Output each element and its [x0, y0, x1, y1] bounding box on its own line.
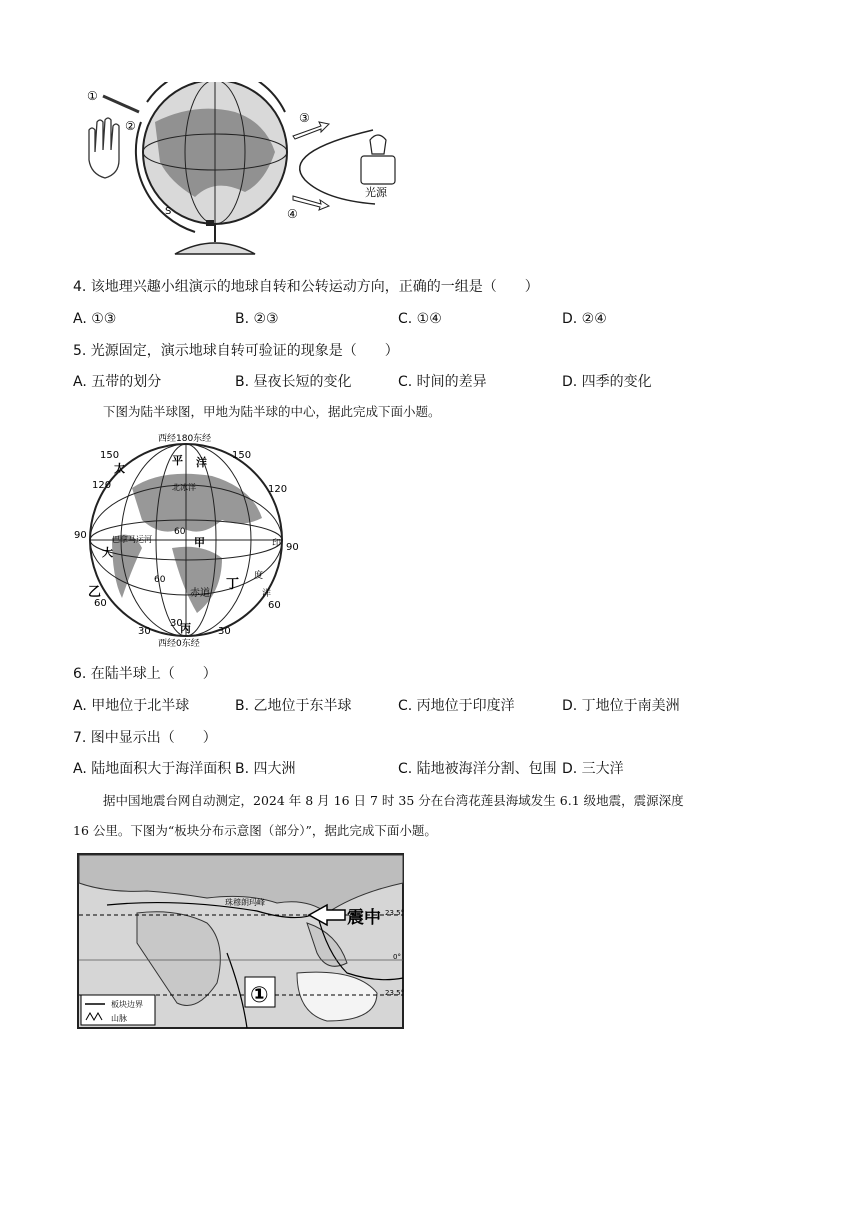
south-pole-label: S	[165, 206, 172, 217]
place-ding-label: 丁	[226, 577, 240, 592]
lat-label-30: 30	[170, 618, 183, 629]
question-6-stem: 6. 在陆半球上（ ）	[73, 666, 217, 682]
q4-option-b[interactable]: B. ②③	[235, 311, 279, 327]
q6-option-c[interactable]: C. 丙地位于印度洋	[398, 698, 515, 714]
lon-label-60-left: 60	[94, 598, 107, 609]
question-5-stem: 5. 光源固定，演示地球自转可验证的现象是（ ）	[73, 343, 399, 359]
q4-option-a[interactable]: A. ①③	[73, 311, 117, 327]
lon-label-90-left: 90	[74, 530, 87, 541]
lon-label-30-right: 30	[218, 626, 231, 637]
indian-char-1: 印	[272, 539, 282, 549]
intro-earthquake-line1: 据中国地震台网自动测定，2024 年 8 月 16 日 7 时 35 分在台湾花莲县海域发生 6.1 级地震，震源深度	[103, 793, 684, 808]
indian-char-2: 度	[254, 571, 264, 581]
q4-option-d[interactable]: D. ②④	[562, 311, 607, 327]
equator-label: 赤道	[190, 588, 210, 599]
label-3: ③	[299, 111, 310, 125]
light-source-icon	[361, 135, 395, 184]
lat-label-tropic-north: 23.5°	[385, 909, 404, 917]
lat-label-equator: 0°	[393, 953, 401, 961]
light-source-label: 光源	[365, 186, 387, 199]
legend-mountain: 山脉	[111, 1014, 127, 1023]
indian-char-3: 洋	[262, 589, 272, 599]
pacific-char-3: 洋	[196, 456, 207, 469]
label-2: ②	[125, 119, 136, 133]
lon-label-120-right: 120	[268, 484, 288, 495]
intro-earthquake-line2: 16 公里。下图为“板块分布示意图（部分）”，据此完成下面小题。	[73, 823, 437, 838]
plate-distribution-map	[77, 853, 404, 1029]
hand-icon	[89, 118, 119, 178]
globe-icon	[136, 82, 287, 254]
land-hemisphere-map	[72, 428, 304, 648]
q6-option-a[interactable]: A. 甲地位于北半球	[73, 698, 190, 714]
arrow-4	[293, 196, 329, 210]
pacific-char-1: 太	[114, 462, 125, 475]
lon-label-60-right: 60	[268, 600, 281, 611]
q7-option-b[interactable]: B. 四大洲	[235, 761, 296, 777]
arrow-1-2	[103, 96, 139, 112]
lon-label-30-left: 30	[138, 626, 151, 637]
label-4: ④	[287, 207, 298, 221]
atlantic-char: 大	[102, 546, 113, 559]
lon-label-90-right: 90	[286, 542, 299, 553]
pacific-char-2: 平	[172, 454, 183, 467]
q7-option-d[interactable]: D. 三大洋	[562, 761, 624, 777]
question-4-stem: 4. 该地理兴趣小组演示的地球自转和公转运动方向，正确的一组是（ ）	[73, 279, 539, 295]
place-jia-label: 甲	[194, 536, 205, 549]
epicenter-label: 震中	[347, 908, 381, 928]
globe-demo-figure	[75, 82, 405, 264]
top-meridian-label: 西经180东经	[158, 434, 212, 444]
circle-one-label: ①	[250, 983, 269, 1008]
lat-label-tropic-south: 23.5°	[385, 989, 404, 997]
question-7-stem: 7. 图中显示出（ ）	[73, 730, 217, 746]
q6-option-b[interactable]: B. 乙地位于东半球	[235, 698, 352, 714]
lon-label-120-left: 120	[92, 480, 112, 491]
place-bing-label: 丙	[180, 622, 191, 635]
q5-option-b[interactable]: B. 昼夜长短的变化	[235, 374, 352, 390]
q5-option-a[interactable]: A. 五带的划分	[73, 374, 162, 390]
q7-option-a[interactable]: A. 陆地面积大于海洋面积	[73, 761, 232, 777]
q6-option-d[interactable]: D. 丁地位于南美洲	[562, 698, 680, 714]
lon-label-150-right: 150	[232, 450, 252, 461]
panama-canal-label: 巴拿马运河	[112, 535, 152, 544]
lon-label-150-left: 150	[100, 450, 120, 461]
q4-option-c[interactable]: C. ①④	[398, 311, 442, 327]
q5-option-d[interactable]: D. 四季的变化	[562, 374, 652, 390]
lat-label-60-south: 60	[154, 575, 166, 585]
legend-plate-boundary: 板块边界	[111, 1000, 143, 1009]
label-1: ①	[87, 89, 98, 103]
strait-label: 珠穆朗玛峰	[225, 898, 265, 907]
q7-option-c[interactable]: C. 陆地被海洋分割、包围	[398, 761, 557, 777]
arctic-ocean-label: 北冰洋	[172, 483, 196, 492]
lat-label-60: 60	[174, 527, 186, 537]
bottom-meridian-label: 西经0东经	[158, 639, 200, 648]
place-yi-label: 乙	[88, 585, 102, 600]
q5-option-c[interactable]: C. 时间的差异	[398, 374, 487, 390]
intro-land-hemisphere: 下图为陆半球图，甲地为陆半球的中心，据此完成下面小题。	[103, 404, 441, 419]
